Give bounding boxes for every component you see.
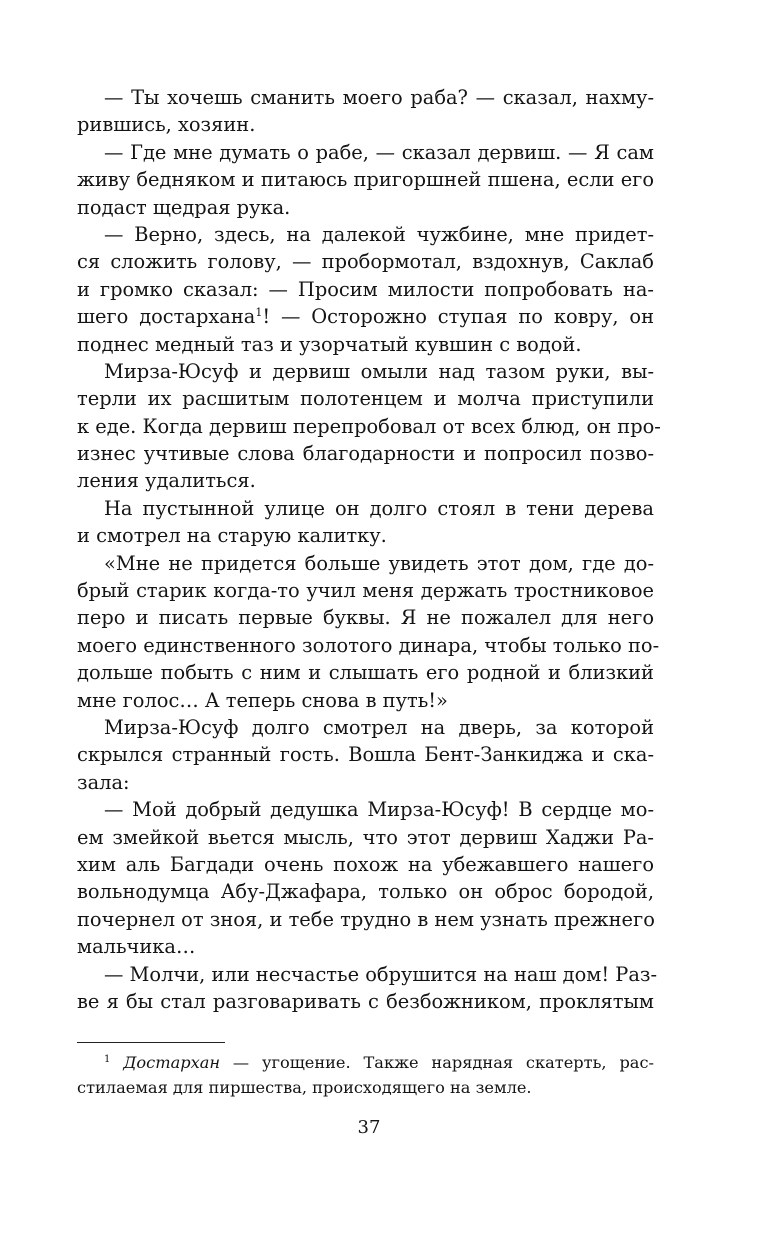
text-line: перо и писать первые буквы. Я не пожалел для него [77, 606, 654, 630]
page-number: 37 [357, 1117, 381, 1138]
text-line [77, 303, 654, 330]
text-line: мальчика… [77, 935, 196, 959]
body-text [77, 84, 661, 1015]
text-line: На пустынной улице он долго стоял в тени дерева [104, 496, 654, 520]
text-line: и смотрел на старую калитку. [77, 524, 387, 548]
text-fragment: шего достархана [77, 305, 256, 329]
text-line: к еде. Когда дервиш перепробовал от всех блюд, он про- [77, 414, 661, 438]
footnote [77, 1050, 654, 1100]
text-line: рившись, хозяин. [77, 113, 256, 137]
text-line: — Молчи, или несчастье обрушится на наш дом! Раз- [104, 962, 658, 986]
text-line: — Где мне думать о рабе, — сказал дервиш. — Я сам [104, 140, 654, 164]
footnote-ref: 1 [255, 306, 263, 320]
footnote-text: — угощение. Также нарядная скатерть, рас- [220, 1053, 654, 1072]
text-line: — Верно, здесь, на далекой чужбине, мне придет- [104, 222, 654, 246]
text-line: «Мне не придется больше увидеть этот дом, где до- [104, 551, 654, 575]
text-line: почернел от зноя, и тебе трудно в нем узнать прежнего [77, 907, 655, 931]
text-line: ве я бы стал разговаривать с безбожником, проклятым [77, 989, 654, 1013]
text-line: живу бедняком и питаюсь пригоршней пшена, если его [77, 168, 654, 192]
text-line: ем змейкой вьется мысль, что этот дервиш Хаджи Ра- [77, 825, 654, 849]
text-line: ления удалиться. [77, 469, 256, 493]
text-line: Мирза-Юсуф и дервиш омыли над тазом руки, вы- [104, 359, 654, 383]
text-line: Мирза-Юсуф долго смотрел на дверь, за которой [104, 715, 654, 739]
text-line: вольнодумца Абу-Джафара, только он оброс бородой, [77, 880, 654, 904]
text-line: моего единственного золотого динара, чтобы только по- [77, 633, 660, 657]
footnote-divider [77, 1042, 225, 1043]
text-line: и громко сказал: — Просим милости попробовать на- [77, 277, 654, 301]
text-line: хим аль Багдади очень похож на убежавшего нашего [77, 852, 654, 876]
text-line: изнес учтивые слова благодарности и попросил позво- [77, 442, 654, 466]
footnote-marker: 1 [104, 1054, 111, 1065]
text-line: скрылся странный гость. Вошла Бент-Занкиджа и ска- [77, 743, 654, 767]
text-line: зала: [77, 770, 130, 794]
text-line: мне голос… А теперь снова в путь!» [77, 688, 448, 712]
text-line: терли их расшитым полотенцем и молча приступили [77, 387, 654, 411]
text-line: — Мой добрый дедушка Мирза-Юсуф! В сердце мо- [104, 798, 654, 822]
footnote-term: Достархан [123, 1053, 221, 1072]
text-line: ся сложить голову, — пробормотал, вздохнув, Саклаб [77, 250, 654, 274]
text-line: подаст щедрая рука. [77, 195, 291, 219]
footnote-line [77, 1050, 654, 1075]
text-line: поднес медный таз и узорчатый кувшин с водой. [77, 332, 582, 356]
footnote-line: стилаемая для пиршества, происходящего на земле. [77, 1078, 532, 1097]
text-line: — Ты хочешь сманить моего раба? — сказал, нахму- [104, 86, 654, 109]
text-fragment: ! — Осторожно ступая по ковру, он [262, 305, 655, 329]
text-line: дольше побыть с ним и слышать его родной и близкий [77, 661, 654, 685]
text-line: брый старик когда-то учил меня держать тростниковое [77, 579, 654, 603]
